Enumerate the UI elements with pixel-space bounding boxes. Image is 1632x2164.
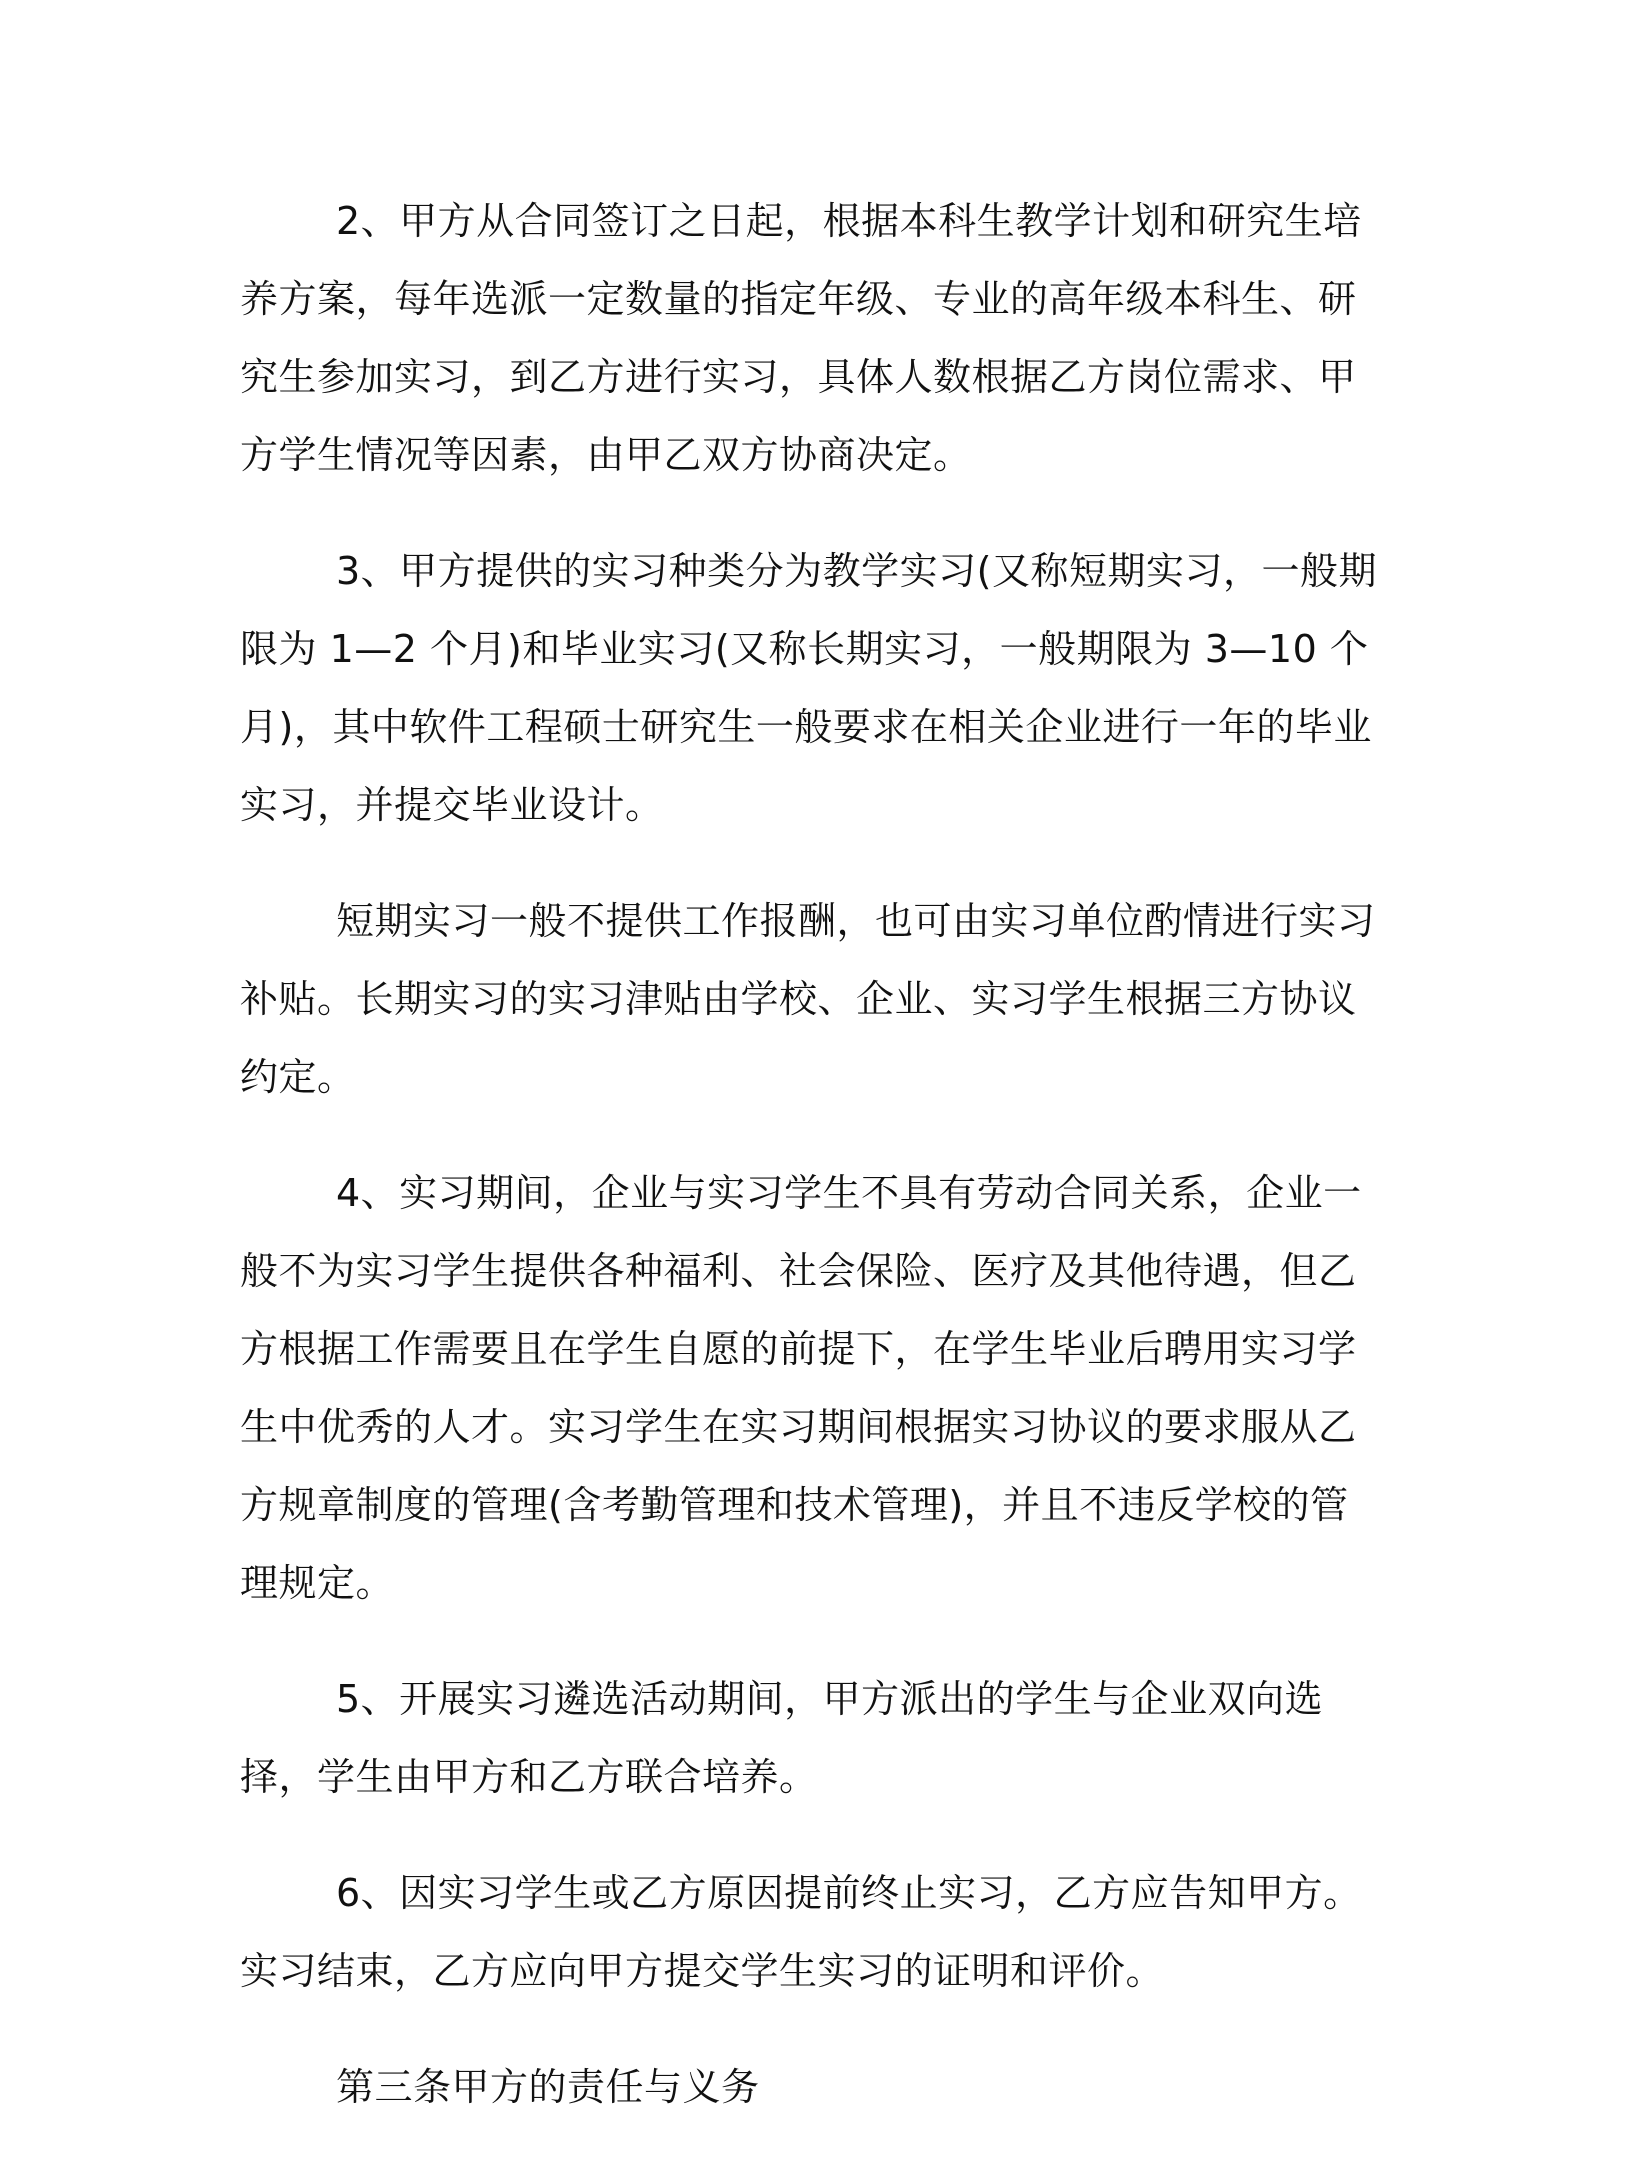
paragraph-clause-6: 6、因实习学生或乙方原因提前终止实习，乙方应告知甲方。实习结束，乙方应向甲方提交学生实习的证明和评价。 [240, 1871, 1362, 1993]
paragraph-clause-4: 4、实习期间，企业与实习学生不具有劳动合同关系，企业一般不为实习学生提供各种福利、社会保险、医疗及其他待遇，但乙方根据工作需要且在学生自愿的前提下，在学生毕业后聘用实习学生中优秀的人才。实习学生在实习期间根据实习协议的要求服从乙方规章制度的管理(含考勤管理和技术管理)，并且不违反学校的管理规定。 [240, 1171, 1362, 1605]
section-heading-article-3: 第三条甲方的责任与义务 [336, 2065, 760, 2109]
paragraph-clause-3: 3、甲方提供的实习种类分为教学实习(又称短期实习，一般期限为 1—2 个月)和毕业实习(又称长期实习，一般期限为 3—10 个月)，其中软件工程硕士研究生一般要求在相关企业进行一年的毕业实习，并提交毕业设计。 [240, 549, 1378, 827]
paragraph-clause-2: 2、甲方从合同签订之日起，根据本科生教学计划和研究生培养方案，每年选派一定数量的指定年级、专业的高年级本科生、研究生参加实习，到乙方进行实习，具体人数根据乙方岗位需求、甲方学生情况等因素，由甲乙双方协商决定。 [240, 199, 1362, 477]
paragraph-clause-5: 5、开展实习遴选活动期间，甲方派出的学生与企业双向选择，学生由甲方和乙方联合培养。 [240, 1677, 1324, 1799]
paragraph-short-internship: 短期实习一般不提供工作报酬，也可由实习单位酌情进行实习补贴。长期实习的实习津贴由学校、企业、实习学生根据三方协议约定。 [240, 899, 1376, 1099]
document-body [240, 182, 1380, 2164]
